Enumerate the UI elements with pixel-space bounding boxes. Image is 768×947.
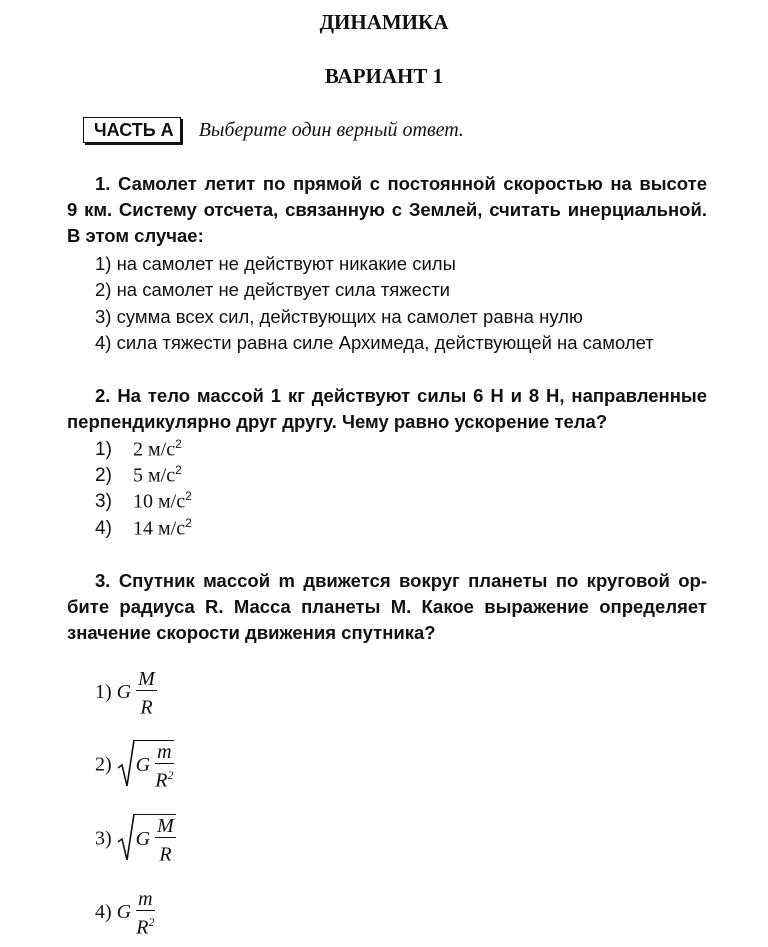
fraction-denominator [155, 764, 173, 792]
question-2-option-2[interactable] [95, 463, 182, 487]
option-number: 3) [95, 491, 112, 513]
option-exponent: 2 [175, 437, 182, 451]
fraction-numerator: m [157, 741, 172, 763]
option-number: 2) [95, 465, 112, 487]
option-exponent: 2 [185, 516, 192, 530]
formula-coefficient: G [116, 900, 132, 923]
option-number: 1) [95, 439, 112, 461]
question-2-option-4[interactable] [95, 516, 192, 540]
question-1-option-4[interactable]: 4) сила тяжести равна силе Архимеда, действующей на самолет [95, 332, 654, 353]
question-2-option-1[interactable] [95, 437, 182, 461]
fraction-numerator: M [138, 668, 155, 690]
sqrt-symbol [117, 814, 176, 866]
radical-sign-icon [117, 812, 135, 862]
sqrt-content [133, 814, 176, 866]
option-exponent: 2 [175, 463, 182, 477]
question-3-option-3[interactable] [95, 814, 176, 866]
fraction-denominator [136, 911, 154, 939]
denominator-base: R [155, 769, 168, 792]
formula-fraction [136, 888, 154, 939]
question-1-line: В этом случае: [67, 225, 204, 246]
denominator-base: R [136, 916, 149, 939]
question-3-option-4[interactable] [95, 888, 155, 939]
question-1-line: 9 км. Систему отсчета, связанную с Землей, считать инерциальной. [67, 199, 707, 220]
option-exponent: 2 [185, 489, 192, 503]
fraction-numerator: M [157, 815, 174, 837]
fraction-denominator [155, 838, 176, 866]
formula-fraction [136, 668, 157, 719]
option-number: 2) [95, 753, 112, 776]
option-value: 10 м/с [133, 490, 186, 513]
question-3-option-2[interactable] [95, 740, 174, 792]
question-2-line: перпендикулярно друг другу. Чему равно ускорение тела? [67, 411, 608, 432]
variant-title: ВАРИАНТ 1 [324, 64, 444, 88]
question-1-line: 1. Самолет летит по прямой с постоянной скоростью на высоте [95, 173, 707, 194]
question-1 [67, 171, 707, 249]
question-3 [67, 568, 707, 646]
option-number: 3) [95, 827, 112, 850]
question-1-option-2[interactable]: 2) на самолет не действует сила тяжести [95, 279, 451, 300]
question-3-option-1[interactable] [95, 668, 157, 719]
question-1-option-3[interactable]: 3) сумма всех сил, действующих на самолет равна нулю [95, 306, 583, 327]
part-label: ЧАСТЬ А [83, 117, 181, 143]
question-1-option-1[interactable]: 1) на самолет не действуют никакие силы [95, 253, 456, 274]
option-value: 14 м/с [133, 517, 186, 540]
radical-sign-icon [117, 738, 135, 788]
question-3-line: 3. Спутник массой m движется вокруг планеты по круговой ор- [95, 570, 707, 591]
page-title: ДИНАМИКА [319, 10, 449, 34]
option-number: 1) [95, 680, 112, 703]
fraction-denominator [136, 691, 157, 719]
option-number: 4) [95, 900, 112, 923]
question-3-line: значение скорости движения спутника? [67, 622, 436, 643]
formula-fraction [155, 741, 173, 792]
formula-fraction [155, 815, 176, 866]
fraction-numerator: m [138, 888, 153, 910]
formula-coefficient: G [135, 827, 151, 850]
question-3-line: бите радиуса R. Масса планеты M. Какое выражение определяет [67, 596, 707, 617]
option-number: 4) [95, 518, 112, 540]
sqrt-content [133, 740, 174, 792]
denominator-exponent: 2 [148, 915, 155, 929]
option-value: 2 м/с [133, 438, 176, 461]
denominator-exponent: 2 [167, 768, 174, 782]
denominator-base: R [140, 696, 153, 719]
formula-coefficient: G [135, 753, 151, 776]
option-value: 5 м/с [133, 464, 176, 487]
question-2 [67, 383, 707, 435]
part-header [83, 116, 464, 144]
question-2-line: 2. На тело массой 1 кг действуют силы 6 Н и 8 Н, направленные [95, 385, 707, 406]
part-instruction: Выберите один верный ответ. [198, 118, 464, 141]
denominator-base: R [159, 843, 172, 866]
sqrt-symbol [117, 740, 174, 792]
question-2-option-3[interactable] [95, 489, 192, 513]
formula-coefficient: G [116, 680, 132, 703]
